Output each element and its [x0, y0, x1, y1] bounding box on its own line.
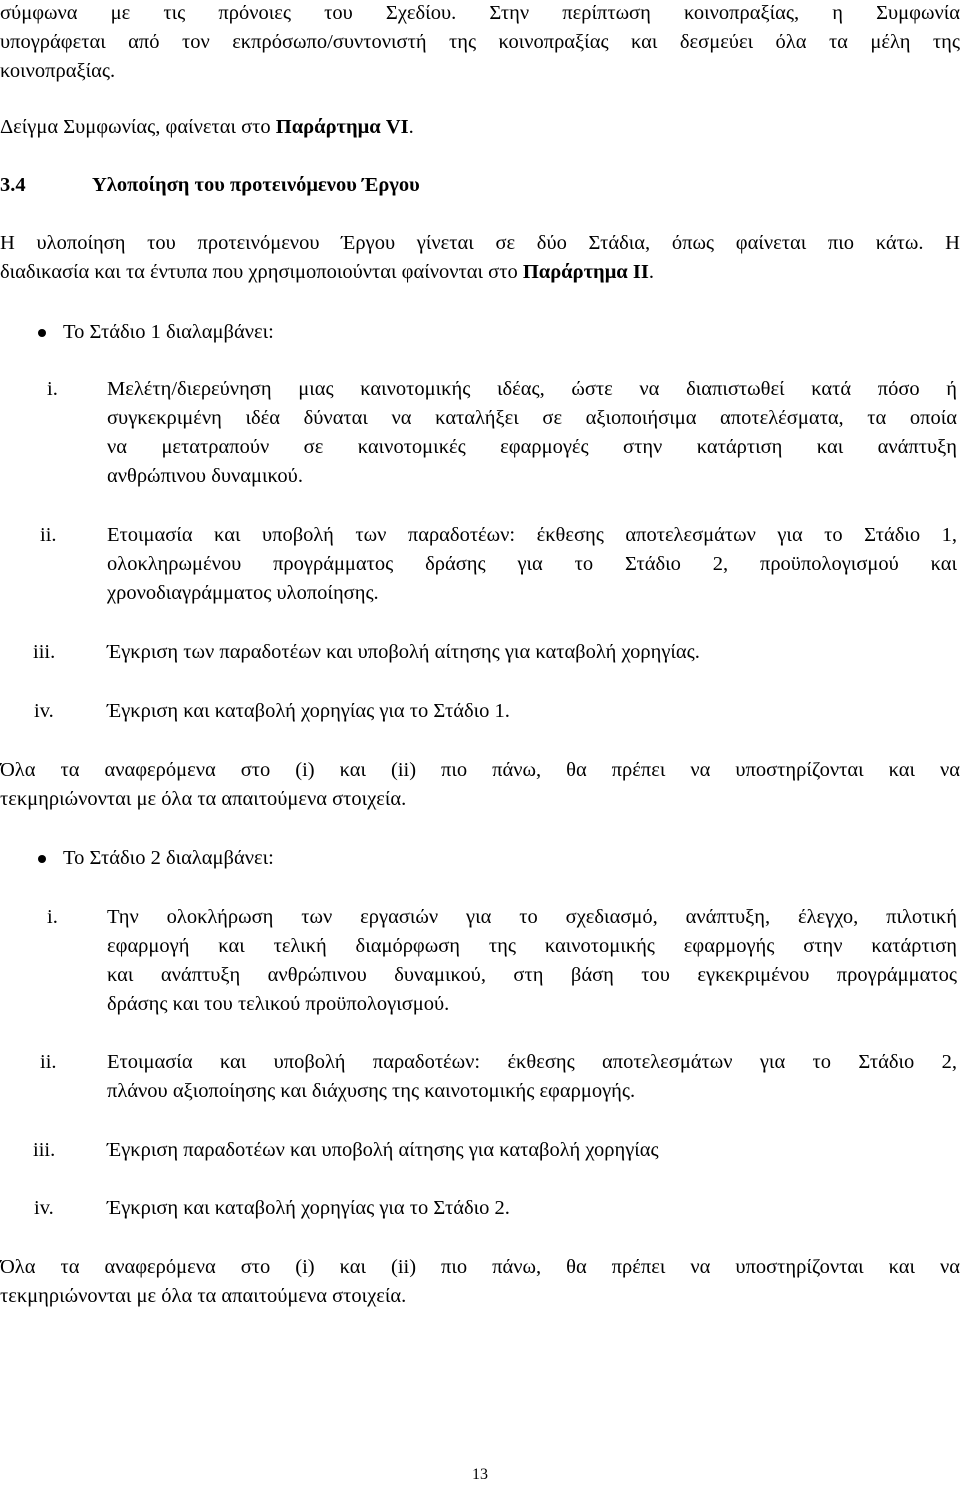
implementation-text: διαδικασία και τα έντυπα που χρησιμοποιούνται φαίνονται στο [0, 261, 523, 283]
note-line: τεκμηριώνονται με όλα τα απαιτούμενα στοιχεία. [0, 1285, 407, 1307]
sample-text: Δείγμα Συμφωνίας, φαίνεται στο [0, 116, 276, 138]
item-line: πλάνου αξιοποίησης και διάχυσης της καινοτομικής εφαρμογής. [107, 1080, 636, 1102]
implementation-end: . [648, 261, 654, 283]
intro-line: κοινοπραξίας. [0, 60, 116, 82]
intro-paragraph [0, 0, 960, 86]
stage2-bullet-text: Το Στάδιο 2 διαλαμβάνει: [63, 847, 274, 869]
implementation-paragraph [0, 229, 960, 287]
roman-numeral: iii. [33, 1139, 56, 1161]
bullet-dot-icon [38, 855, 46, 863]
section-title: Υλοποίηση του προτεινόμενου Έργου [92, 174, 420, 196]
roman-numeral: i. [47, 906, 58, 928]
roman-numeral: iv. [34, 1197, 54, 1219]
section-number: 3.4 [0, 174, 26, 196]
implementation-line [0, 258, 960, 287]
note-line: Όλα τα αναφερόμενα στο (i) και (ii) πιο πάνω, θα πρέπει να υποστηρίζονται και να [0, 1256, 960, 1278]
item-line: Έγκριση παραδοτέων και υποβολή αίτησης για καταβολή χορηγίας [107, 1139, 659, 1161]
roman-numeral: ii. [40, 524, 57, 546]
stage1-bullet-text: Το Στάδιο 1 διαλαμβάνει: [63, 321, 274, 343]
annex-reference: Παράρτημα VI [275, 116, 409, 138]
item-text [107, 1136, 957, 1165]
item-text [107, 1194, 957, 1223]
roman-numeral: ii. [40, 1051, 57, 1073]
intro-line: σύμφωνα με τις πρόνοιες του Σχεδίου. Στην περίπτωση κοινοπραξίας, η Συμφωνία [0, 2, 960, 24]
item-text [107, 375, 957, 491]
item-line: να μετατραπούν σε καινοτομικές εφαρμογές στην κατάρτιση και ανάπτυξη [107, 436, 957, 458]
sample-end: . [408, 116, 414, 138]
item-text [107, 1048, 957, 1106]
item-line: Έγκριση και καταβολή χορηγίας για το Στάδιο 2. [107, 1197, 510, 1219]
note-line: τεκμηριώνονται με όλα τα απαιτούμενα στοιχεία. [0, 788, 407, 810]
implementation-line: Η υλοποίηση του προτεινόμενου Έργου γίνεται σε δύο Στάδια, όπως φαίνεται πιο κάτω. Η [0, 232, 960, 254]
roman-numeral: i. [47, 378, 58, 400]
item-line: Ετοιμασία και υποβολή παραδοτέων: έκθεσης αποτελεσμάτων για το Στάδιο 2, [107, 1051, 957, 1073]
page-number: 13 [472, 1466, 488, 1483]
item-line: Ετοιμασία και υποβολή των παραδοτέων: έκθεσης αποτελεσμάτων για το Στάδιο 1, [107, 524, 957, 546]
item-line: Έγκριση των παραδοτέων και υποβολή αίτησης για καταβολή χορηγίας. [107, 641, 700, 663]
item-line: εφαρμογή και τελική διαμόρφωση της καινοτομικής εφαρμογής στην κατάρτιση [107, 935, 957, 957]
sample-agreement-line [0, 113, 960, 142]
intro-line: υπογράφεται από τον εκπρόσωπο/συντονιστή της κοινοπραξίας και δεσμεύει όλα τα μέλη της [0, 31, 960, 53]
item-line: Έγκριση και καταβολή χορηγίας για το Στάδιο 1. [107, 700, 510, 722]
item-line: Την ολοκλήρωση των εργασιών για το σχεδιασμό, ανάπτυξη, έλεγχο, πιλοτική [107, 906, 957, 928]
item-line: συγκεκριμένη ιδέα δύναται να καταλήξει σε αξιοποιήσιμα αποτελέσματα, τα οποία [107, 407, 957, 429]
roman-numeral: iv. [34, 700, 54, 722]
item-line: και ανάπτυξη ανθρώπινου δυναμικού, στη βάση του εγκεκριμένου προγράμματος [107, 964, 957, 986]
note-line: Όλα τα αναφερόμενα στο (i) και (ii) πιο πάνω, θα πρέπει να υποστηρίζονται και να [0, 759, 960, 781]
section-heading [0, 171, 420, 200]
item-line: ολοκληρωμένου προγράμματος δράσης για το Στάδιο 2, προϋπολογισμού και [107, 553, 957, 575]
annex-reference: Παράρτημα ΙΙ [522, 261, 649, 283]
item-line: Μελέτη/διερεύνηση μιας καινοτομικής ιδέας, ώστε να διαπιστωθεί κατά πόσο ή [107, 378, 957, 400]
item-text [107, 903, 957, 1019]
stage1-note [0, 756, 960, 814]
item-text [107, 638, 957, 667]
item-line: δράσης και του τελικού προϋπολογισμού. [107, 993, 450, 1015]
item-line: χρονοδιαγράμματος υλοποίησης. [107, 582, 379, 604]
roman-numeral: iii. [33, 641, 56, 663]
bullet-dot-icon [38, 329, 46, 337]
stage2-note [0, 1253, 960, 1311]
item-line: ανθρώπινου δυναμικού. [107, 465, 303, 487]
item-text [107, 697, 957, 726]
item-text [107, 521, 957, 608]
